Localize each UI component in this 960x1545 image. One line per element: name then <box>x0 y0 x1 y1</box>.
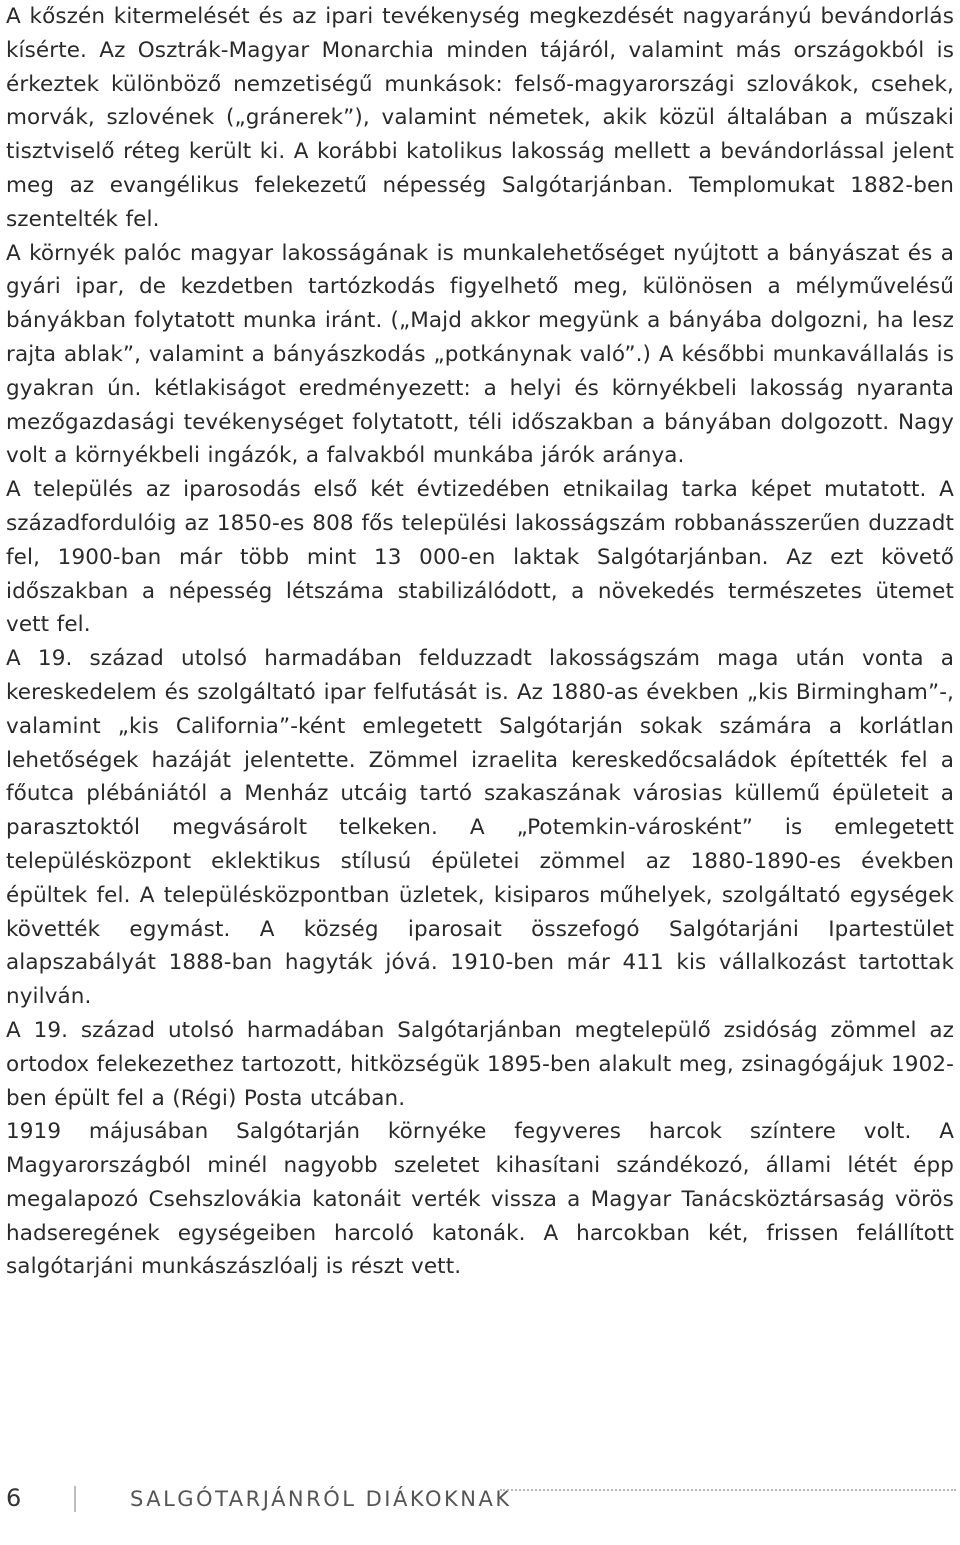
page-footer <box>0 1480 960 1520</box>
page-number: 6 <box>6 1484 22 1512</box>
paragraph-1919-battles: 1919 májusában Salgótarján környéke fegyveres harcok színtere volt. A Magyarországból minél nagyobb szeletet kihasítani szándékozó, állami létét épp megalapozó Csehszlovákia katonáit verték vissza a Magyar Tanácsköztársaság vörös hadseregének egységeiben harcoló katonák. A harcokban két, frissen felállított salgótarjáni munkászászlóalj is részt vett. <box>6 1119 954 1280</box>
paragraph-ethnic-diversity: A település az iparosodás első két évtizedében etnikailag tarka képet mutatott. A századfordulóig az 1850-es 808 fős települési lakosságszám robbanásszerűen duzzadt fel, 1900-ban már több mint 13 000-en laktak Salgótarjánban. Az ezt követő időszakban a népesség létszáma stabilizálódott, a növekedés természetes ütemet vett fel. <box>6 477 954 638</box>
paragraph-paloc-population: A környék palóc magyar lakosságának is munkalehetőséget nyújtott a bányászat és a gyári ipar, de kezdetben tartózkodás figyelhető meg, különösen a mélyművelésű bányákban folytatott munka iránt. („Majd akkor megyünk a bányába dolgozni, ha lesz rajta ablak”, valamint a bányászkodás „potkánynak való”.) A későbbi munkavállalás is gyakran ún. kétlakiságot eredményezett: a helyi és környékbeli lakosság nyaranta mezőgazdasági tevékenységet folytatott, téli időszakban a bányában dolgozott. Nagy volt a környékbeli ingázók, a falvakból munkába járók aránya. <box>6 240 954 469</box>
paragraph-immigration: A kőszén kitermelését és az ipari tevékenység megkezdését nagyarányú bevándorlás kísérte. Az Osztrák-Magyar Monarchia minden tájáról, valamint más országokból is érkeztek különböző nemzetiségű munkások: felső-magyarországi szlovákok, csehek, morvák, szlovének („gránerek”), valamint németek, akik közül általában a műszaki tisztviselő réteg került ki. A korábbi katolikus lakosság mellett a bevándorlással jelent meg az evangélikus felekezetű népesség Salgótarjánban. Templomukat 1882-ben szentelték fel. <box>6 4 954 232</box>
footer-divider <box>74 1486 76 1512</box>
paragraph-jewish-community: A 19. század utolsó harmadában Salgótarjánban megtelepülő zsidóság zömmel az ortodox felekezethez tartozott, hitközségük 1895-ben alakult meg, zsinagógájuk 1902-ben épült fel a (Régi) Posta utcában. <box>6 1017 954 1111</box>
article-body <box>6 0 954 1284</box>
footer-title: SALGÓTARJÁNRÓL DIÁKOKNAK <box>130 1487 512 1511</box>
footer-dotted-rule <box>500 1489 956 1491</box>
paragraph-commerce: A 19. század utolsó harmadában felduzzadt lakosságszám maga után vonta a kereskedelem és szolgáltató ipar felfutását is. Az 1880-as években „kis Birmingham”-, valamint „kis California”-ként emlegetett Salgótarján sokak számára a korlátlan lehetőségek hazáját jelentette. Zömmel izraelita kereskedőcsaládok építették fel a főutca plébániától a Menház utcáig tartó szakaszának városias küllemű épületeit a parasztoktól megvásárolt telkeken. A „Potemkin-városként” is emlegetett településközpont eklektikus stílusú épületei zömmel az 1880-1890-es években épültek fel. A településközpontban üzletek, kisiparos műhelyek, szolgáltató egységek követték egymást. A község iparosait összefogó Salgótarjáni Ipartestület alapszabályát 1888-ban hagyták jóvá. 1910-ben már 411 kis vállalkozást tartottak nyilván. <box>6 646 954 1010</box>
